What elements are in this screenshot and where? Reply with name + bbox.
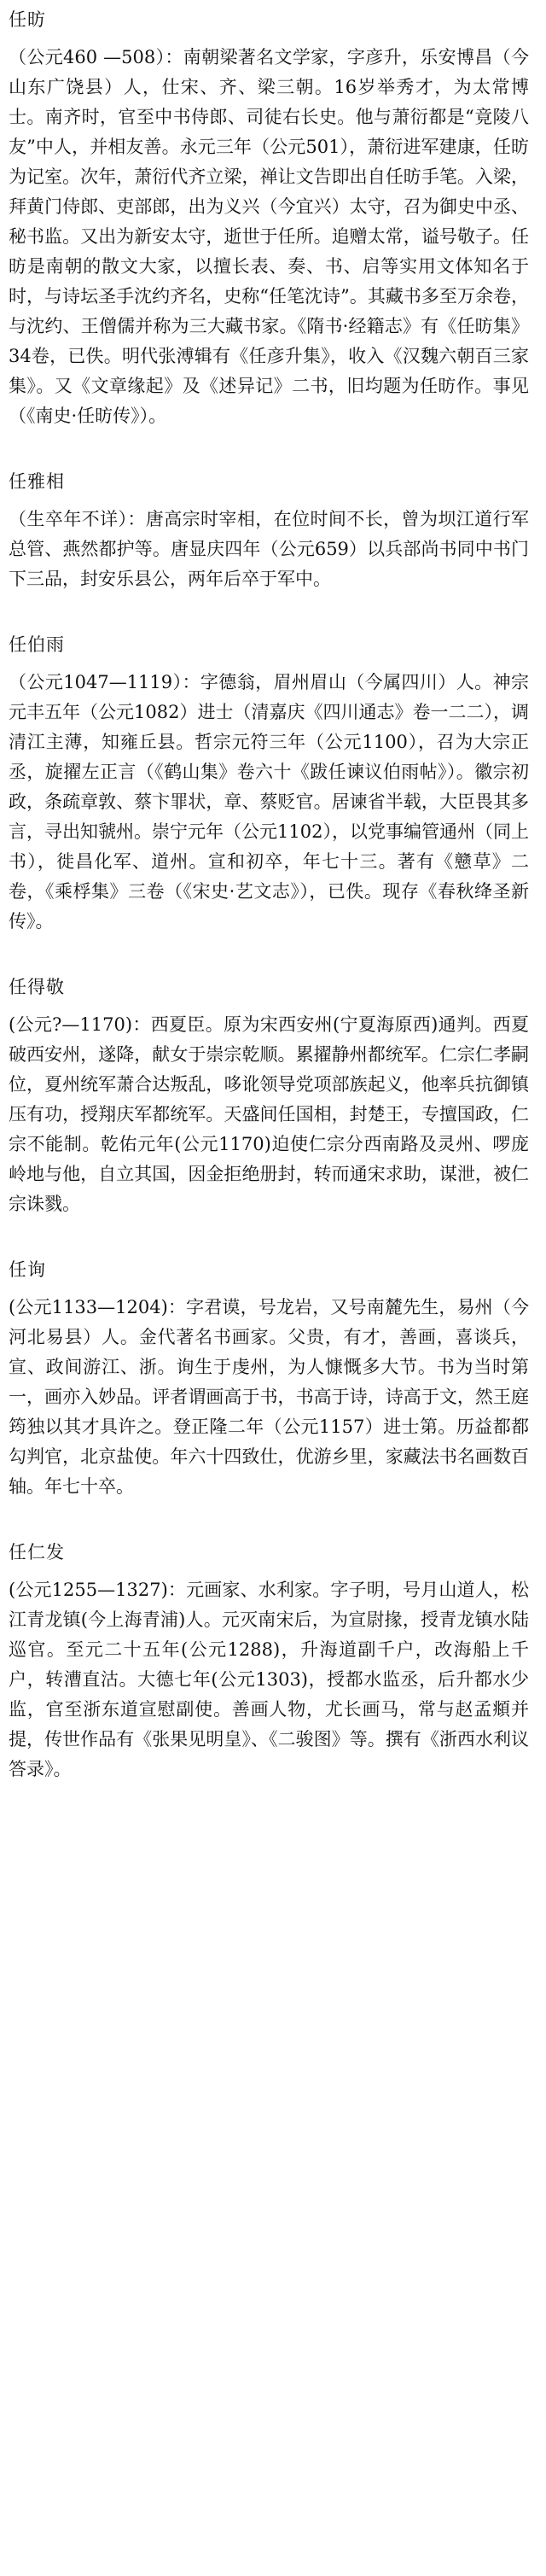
- entry-title: 任伯雨: [9, 634, 65, 655]
- entry-body: (公元?—1170)：西夏臣。原为宋西安州(宁夏海原西)通判。西夏破西安州，遂降，献女于崇宗乾顺。累擢静州都统军。仁宗仁孝嗣位，夏州统军萧合达叛乱，哆讹领导党项部族起义，他率兵抗御镇压有功，授翔庆军都统军。天盛间任国相，封楚王，专擅国政，仁宗不能制。乾佑元年(公元1170)迫使仁宗分西南路及灵州、啰庞岭地与他，自立其国，因金拒绝册封，转而通宋求助，谋泄，被仁宗诛戮。: [9, 1014, 529, 1214]
- entry-title: 任询: [9, 1259, 46, 1280]
- entry-body: (公元1133—1204)：字君谟，号龙岩，又号南麓先生，易州（今河北易县）人。金代著名书画家。父贵，有才，善画，喜谈兵，宣、政间游江、浙。询生于虔州，为人慷慨多大节。书为当时第一，画亦入妙品。评者谓画高于书，书高于诗，诗高于文，然王庭筠独以其才具许之。登正隆二年（公元1157）进士第。历益都都勾判官，北京盐使。年六十四致仕，优游乡里，家藏法书名画数百轴。年七十卒。: [9, 1297, 529, 1497]
- entry-ren-renfa: [9, 1539, 529, 1785]
- entry-ren-fang: [9, 7, 529, 431]
- entry-title: 任得敬: [9, 977, 65, 997]
- entry-body: （公元1047—1119）：字德翁，眉州眉山（今属四川）人。神宗元丰五年（公元1082）进士（清嘉庆《四川通志》卷一二二），调清江主薄，知雍丘县。哲宗元符三年（公元1100），召为大宗正丞，旋擢左正言（《鹤山集》卷六十《跋任谏议伯雨帖》）。徽宗初政，条疏章敦、蔡卞罪状，章、蔡贬官。居谏省半载，大臣畏其多言，寻出知虢州。崇宁元年（公元1102），以党事编管通州（同上书），徙昌化军、道州。宣和初卒，年七十三。著有《戆草》二卷，《乘桴集》三卷（《宋史·艺文志》），已佚。现存《春秋绛圣新传》。: [9, 672, 529, 932]
- entry-ren-boyu: [9, 632, 529, 937]
- entry-ren-dejing: [9, 974, 529, 1219]
- entry-ren-xun: [9, 1257, 529, 1502]
- entry-body: (公元1255—1327)：元画家、水利家。字子明，号月山道人，松江青龙镇(今上海青浦)人。元灭南宋后，为宣尉掾，授青龙镇水陆巡官。至元二十五年(公元1288)，升海道副千户，改海船上千户，转漕直沽。大德七年(公元1303)，授都水监丞，后升都水少监，官至浙东道宣慰副使。善画人物，尤长画马，常与赵孟頫并提，传世作品有《张果见明皇》、《二骏图》等。撰有《浙西水利议答录》。: [9, 1580, 529, 1779]
- entry-body: （公元460 —508）：南朝梁著名文学家，字彦升，乐安博昌（今山东广饶县）人，仕宋、齐、梁三朝。16岁举秀才，为太常博士。南齐时，官至中书侍郎、司徒右长史。他与萧衍都是“竟陵八友”中人，并相友善。永元三年（公元501），萧衍进军建康，任昉为记室。次年，萧衍代齐立梁，禅让文告即出自任昉手笔。入梁，拜黄门侍郎、吏部郎，出为义兴（今宜兴）太守，召为御史中丞、秘书监。又出为新安太守，逝世于任所。追赠太常，谥号敬子。任昉是南朝的散文大家，以擅长表、奏、书、启等实用文体知名于时，与诗坛圣手沈约齐名，史称“任笔沈诗”。其藏书多至万余卷，与沈约、王僧儒并称为三大藏书家。《隋书·经籍志》有《任昉集》34卷，已佚。明代张溥辑有《任彦升集》，收入《汉魏六朝百三家集》。又《文章缘起》及《述异记》二书，旧均题为任昉作。事见（《南史·任昉传》）。: [9, 47, 529, 426]
- entry-title: 任仁发: [9, 1542, 65, 1563]
- entry-title: 任雅相: [9, 471, 65, 492]
- entry-ren-yaxiang: [9, 469, 529, 594]
- entry-title: 任昉: [9, 9, 46, 30]
- entry-body: （生卒年不详）：唐高宗时宰相，在位时间不长，曾为坝江道行军总管、燕然都护等。唐显庆四年（公元659）以兵部尚书同中书门下三品，封安乐县公，两年后卒于军中。: [9, 509, 529, 589]
